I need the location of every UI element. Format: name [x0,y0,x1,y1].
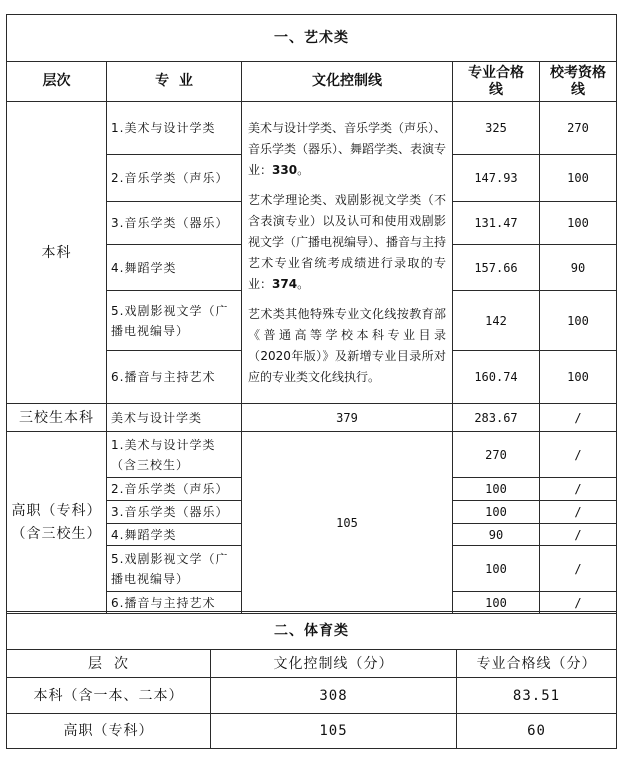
sports-header-level: 层 次 [7,650,211,678]
sports-prof-cell: 60 [457,714,617,749]
prof-pass-cell: 325 [453,102,540,155]
sports-header-row [7,650,617,678]
prof-pass-cell: 100 [453,592,540,614]
culture-paragraph-3: 艺术类其他特殊专业文化线按教育部《普通高等学校本科专业目录（2020年版）》及新增专业目录所对应的专业类文化线执行。 [248,306,446,384]
major-cell: 6.播音与主持艺术 [107,351,242,404]
culture-cell: 379 [242,404,453,432]
table-row [7,102,617,155]
prof-pass-cell: 270 [453,432,540,478]
major-cell: 2.音乐学类（声乐） [107,155,242,202]
culture-cell: 105 [242,432,453,614]
prof-pass-cell: 147.93 [453,155,540,202]
major-cell: 5.戏剧影视文学（广播电视编导） [107,291,242,351]
prof-pass-cell: 100 [453,501,540,524]
major-cell: 4.舞蹈学类 [107,245,242,291]
school-pass-cell: 90 [540,245,617,291]
sports-header-culture: 文化控制线（分） [211,650,457,678]
header-level: 层次 [7,62,107,102]
school-pass-cell: / [540,546,617,592]
level-sanxiao: 三校生本科 [7,404,107,432]
school-pass-cell: / [540,592,617,614]
sports-level-cell: 高职（专科） [7,714,211,749]
table-row [7,432,617,478]
sports-culture-cell: 105 [211,714,457,749]
header-culture: 文化控制线 [242,62,453,102]
prof-pass-cell: 90 [453,524,540,546]
school-pass-cell: 100 [540,202,617,245]
major-cell: 3.音乐学类（器乐） [107,501,242,524]
sports-section-row [7,612,617,650]
culture-paragraph-1: 美术与设计学类、音乐学类（声乐）、音乐学类（器乐）、舞蹈学类、表演专业：330。 [248,120,447,177]
table-row [7,404,617,432]
sports-section-title: 二、体育类 [7,612,617,650]
school-pass-cell: 270 [540,102,617,155]
prof-pass-cell: 131.47 [453,202,540,245]
prof-pass-cell: 160.74 [453,351,540,404]
culture-line-text [242,102,453,404]
prof-pass-cell: 100 [453,546,540,592]
school-pass-cell: / [540,524,617,546]
major-cell: 1.美术与设计学类 [107,102,242,155]
major-cell: 6.播音与主持艺术 [107,592,242,614]
prof-pass-cell: 157.66 [453,245,540,291]
prof-pass-cell: 142 [453,291,540,351]
school-pass-cell: 100 [540,291,617,351]
art-section-title: 一、艺术类 [7,15,617,62]
art-table [6,14,617,614]
school-pass-cell: / [540,432,617,478]
level-undergrad: 本科 [7,102,107,404]
prof-pass-cell: 283.67 [453,404,540,432]
major-cell: 美术与设计学类 [107,404,242,432]
major-cell: 5.戏剧影视文学（广播电视编导） [107,546,242,592]
art-header-row [7,62,617,102]
school-pass-cell: / [540,404,617,432]
table-row [7,714,617,749]
header-school-pass: 校考资格线 [540,62,617,102]
school-pass-cell: / [540,478,617,501]
prof-pass-cell: 100 [453,478,540,501]
school-pass-cell: 100 [540,351,617,404]
culture-paragraph-2: 艺术学理论类、戏剧影视文学类（不含表演专业）以及认可和使用戏剧影视文学（广播电视编导）、播音与主持艺术专业省统考成绩进行录取的专业：374。 [248,192,447,291]
sports-level-cell: 本科（含一本、二本） [7,678,211,714]
sports-prof-cell: 83.51 [457,678,617,714]
level-vocational: 高职（专科）（含三校生） [7,432,107,614]
art-section-row [7,15,617,62]
header-major: 专 业 [107,62,242,102]
sports-header-prof: 专业合格线（分） [457,650,617,678]
school-pass-cell: / [540,501,617,524]
major-cell: 1.美术与设计学类（含三校生） [107,432,242,478]
major-cell: 2.音乐学类（声乐） [107,478,242,501]
major-cell: 4.舞蹈学类 [107,524,242,546]
table-row [7,678,617,714]
sports-culture-cell: 308 [211,678,457,714]
sports-table [6,611,617,749]
header-prof-pass: 专业合格线 [453,62,540,102]
major-cell: 3.音乐学类（器乐） [107,202,242,245]
school-pass-cell: 100 [540,155,617,202]
